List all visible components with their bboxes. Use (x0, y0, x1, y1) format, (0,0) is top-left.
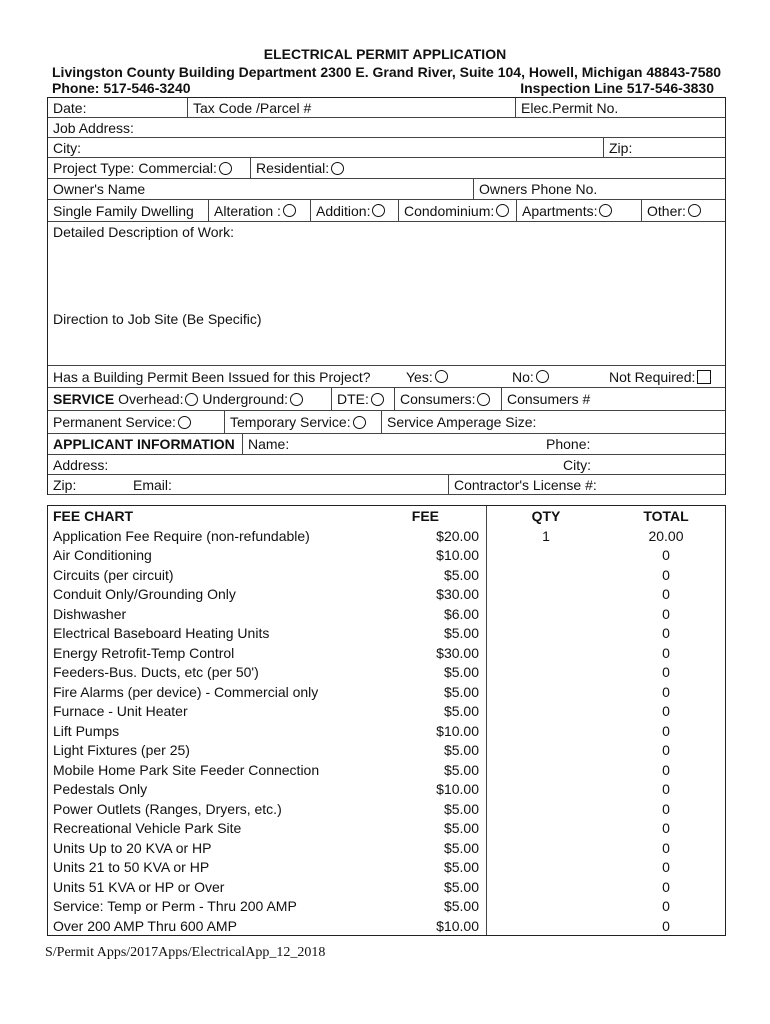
fee-item-label: Recreational Vehicle Park Site (53, 820, 242, 836)
fee-total: 0 (662, 703, 670, 719)
fee-row (48, 896, 725, 916)
license-field[interactable]: Contractor's License #: (448, 475, 597, 494)
fee-amount: $5.00 (443, 800, 479, 817)
fee-amount: $5.00 (443, 683, 479, 700)
permanent-radio[interactable] (178, 416, 191, 429)
fee-row (48, 818, 725, 838)
permit-no-field[interactable]: Elec.Permit No. (515, 98, 618, 117)
residential-label: Residential: (256, 160, 330, 176)
overhead-label: Overhead: (118, 391, 184, 407)
single-family-label: Single Family Dwelling (53, 202, 194, 219)
dte-label: DTE: (337, 391, 369, 407)
fee-item-label: Dishwasher (53, 605, 127, 622)
row-dwelling (48, 200, 725, 222)
fee-row (48, 760, 725, 780)
fee-item-label: Conduit Only/Grounding Only (53, 586, 236, 602)
fee-row (48, 721, 725, 741)
yes-label: Yes: (406, 368, 433, 385)
fee-item-label: Light Fixtures (per 25) (53, 742, 190, 758)
fee-item-label: Over 200 AMP Thru 600 AMP (53, 917, 237, 934)
department-phone: Phone: 517-546-3240 (52, 80, 191, 96)
fee-row (48, 662, 725, 682)
consumers-radio[interactable] (477, 393, 490, 406)
condominium-label: Condominium: (404, 202, 495, 219)
fee-item-label: Electrical Baseboard Heating Units (53, 625, 270, 641)
underground-label: Underground: (202, 391, 288, 407)
fee-total: 0 (662, 839, 670, 856)
fee-amount: $10.00 (436, 917, 479, 934)
permit-question: Has a Building Permit Been Issued for this Project? (53, 368, 371, 385)
fee-qty-input[interactable]: 1 (542, 527, 550, 544)
header-fee: FEE (411, 508, 439, 524)
alteration-radio[interactable] (283, 204, 296, 217)
fee-item-label: Furnace - Unit Heater (53, 703, 188, 719)
residential-radio[interactable] (331, 162, 344, 175)
service-heading: SERVICE (53, 391, 115, 407)
fee-amount: $10.00 (436, 781, 479, 797)
applicant-zip-field[interactable]: Zip: (53, 476, 77, 493)
date-field[interactable]: Date: (53, 99, 87, 116)
applicant-email-field[interactable]: Email: (133, 476, 172, 493)
fee-amount: $30.00 (436, 586, 479, 602)
fee-total: 0 (662, 586, 670, 602)
fee-chart-header (48, 506, 725, 526)
permit-form (47, 97, 726, 495)
fee-total: 0 (662, 722, 670, 739)
fee-amount: $6.00 (443, 605, 479, 622)
row-project-type (48, 158, 725, 179)
fee-amount: $10.00 (436, 547, 479, 563)
fee-total: 0 (662, 859, 670, 875)
fee-amount: $10.00 (436, 722, 479, 739)
fee-item-label: Service: Temp or Perm - Thru 200 AMP (53, 898, 297, 914)
dte-radio[interactable] (371, 393, 384, 406)
fee-row (48, 857, 725, 877)
fee-row (48, 877, 725, 897)
row-city (48, 138, 725, 158)
fee-item-label: Feeders-Bus. Ducts, etc (per 50') (53, 664, 259, 680)
fee-amount: $5.00 (443, 625, 479, 641)
fee-item-label: Circuits (per circuit) (53, 566, 174, 583)
fee-row (48, 740, 725, 760)
applicant-city-field[interactable]: City: (563, 456, 591, 473)
not-required-checkbox[interactable] (697, 370, 711, 384)
condominium-radio[interactable] (496, 204, 509, 217)
row-owner (48, 179, 725, 200)
alteration-label: Alteration : (214, 202, 281, 219)
fee-item-label: Application Fee Require (non-refundable) (53, 527, 310, 544)
permanent-label: Permanent Service: (53, 414, 176, 430)
fee-row (48, 643, 725, 663)
fee-total: 0 (662, 820, 670, 836)
job-address-field[interactable]: Job Address: (53, 119, 134, 136)
department-address: Livingston County Building Department 2300 E. Grand River, Suite 104, Howell, Michigan 48843-7580 (52, 64, 722, 80)
underground-radio[interactable] (290, 393, 303, 406)
fee-item-label: Energy Retrofit-Temp Control (53, 644, 235, 661)
fee-row (48, 779, 725, 799)
fee-item-label: Units 21 to 50 KVA or HP (53, 859, 210, 875)
fee-amount: $5.00 (443, 878, 479, 895)
fee-total: 0 (662, 664, 670, 680)
fee-row (48, 701, 725, 721)
row-service-type (48, 411, 725, 434)
fee-amount: $30.00 (436, 644, 479, 661)
form-title: ELECTRICAL PERMIT APPLICATION (263, 46, 507, 62)
fee-row (48, 604, 725, 624)
overhead-radio[interactable] (185, 393, 198, 406)
inspection-line: Inspection Line 517-546-3830 (520, 80, 714, 96)
city-field[interactable]: City: (53, 139, 81, 156)
fee-total: 0 (662, 800, 670, 817)
owner-name-field[interactable]: Owner's Name (53, 181, 146, 197)
fee-amount: $5.00 (443, 820, 479, 836)
fee-total: 0 (662, 781, 670, 797)
not-required-label: Not Required: (609, 368, 696, 385)
fee-row (48, 526, 725, 546)
fee-total: 0 (662, 761, 670, 778)
row-building-permit (48, 366, 725, 388)
amperage-field[interactable]: Service Amperage Size: (381, 411, 536, 433)
fee-amount: $5.00 (443, 566, 479, 583)
applicant-phone-field[interactable]: Phone: (546, 436, 591, 452)
fee-row (48, 584, 725, 604)
applicant-heading: APPLICANT INFORMATION (53, 436, 235, 452)
addition-radio[interactable] (372, 204, 385, 217)
tax-code-field[interactable]: Tax Code /Parcel # (187, 98, 311, 117)
no-label: No: (512, 368, 534, 385)
fee-item-label: Units 51 KVA or HP or Over (53, 878, 225, 895)
addition-label: Addition: (316, 202, 371, 219)
fee-item-label: Lift Pumps (53, 722, 120, 739)
fee-chart-table (47, 505, 726, 936)
header-qty: QTY (531, 508, 561, 524)
fee-item-label: Power Outlets (Ranges, Dryers, etc.) (53, 800, 282, 817)
fee-row (48, 682, 725, 702)
fee-total: 20.00 (648, 527, 684, 544)
fee-row (48, 623, 725, 643)
fee-row (48, 545, 725, 565)
row-applicant-zip (48, 475, 725, 495)
fee-total: 0 (662, 605, 670, 622)
direction-label: Direction to Job Site (Be Specific) (53, 311, 262, 327)
yes-radio[interactable] (435, 370, 448, 383)
header-total: TOTAL (643, 508, 689, 524)
row-job-address (48, 118, 725, 138)
fee-total: 0 (662, 878, 670, 895)
fee-total: 0 (662, 625, 670, 641)
fee-item-label: Air Conditioning (53, 547, 152, 563)
row-applicant-address (48, 455, 725, 475)
fee-amount: $20.00 (436, 527, 479, 544)
fee-row (48, 916, 725, 936)
row-service (48, 388, 725, 411)
footer-path: S/Permit Apps/2017Apps/ElectricalApp_12_2018 (45, 945, 326, 960)
fee-row (48, 838, 725, 858)
fee-row (48, 799, 725, 819)
applicant-name-field[interactable]: Name: (242, 434, 289, 454)
temporary-label: Temporary Service: (230, 414, 351, 430)
fee-total: 0 (662, 566, 670, 583)
row-date (48, 98, 725, 118)
zip-field[interactable]: Zip: (603, 138, 632, 157)
fee-amount: $5.00 (443, 742, 479, 758)
other-radio[interactable] (688, 204, 701, 217)
fee-item-label: Units Up to 20 KVA or HP (53, 839, 212, 856)
fee-item-label: Fire Alarms (per device) - Commercial only (53, 683, 319, 700)
fee-total: 0 (662, 683, 670, 700)
commercial-radio[interactable] (219, 162, 232, 175)
applicant-address-field[interactable]: Address: (53, 456, 109, 473)
owner-phone-field[interactable]: Owners Phone No. (473, 179, 597, 199)
header-fee-chart: FEE CHART (53, 508, 134, 524)
fee-total: 0 (662, 917, 670, 934)
apartments-radio[interactable] (599, 204, 612, 217)
fee-total: 0 (662, 898, 670, 914)
other-label: Other: (647, 202, 686, 219)
description-label: Detailed Description of Work: (53, 224, 235, 240)
consumers-number-field[interactable]: Consumers # (501, 388, 590, 410)
fee-total: 0 (662, 547, 670, 563)
fee-amount: $5.00 (443, 898, 479, 914)
fee-row (48, 565, 725, 585)
consumers-label: Consumers: (400, 391, 476, 407)
row-applicant (48, 434, 725, 455)
fee-amount: $5.00 (443, 761, 479, 778)
fee-total: 0 (662, 644, 670, 661)
temporary-radio[interactable] (353, 416, 366, 429)
fee-amount: $5.00 (443, 859, 479, 875)
description-area[interactable] (48, 222, 725, 366)
commercial-label: Project Type: Commercial: (53, 160, 217, 176)
fee-amount: $5.00 (443, 664, 479, 680)
no-radio[interactable] (536, 370, 549, 383)
fee-amount: $5.00 (443, 703, 479, 719)
fee-item-label: Pedestals Only (53, 781, 148, 797)
fee-item-label: Mobile Home Park Site Feeder Connection (53, 761, 320, 778)
fee-total: 0 (662, 742, 670, 758)
fee-amount: $5.00 (443, 839, 479, 856)
apartments-label: Apartments: (522, 202, 598, 219)
